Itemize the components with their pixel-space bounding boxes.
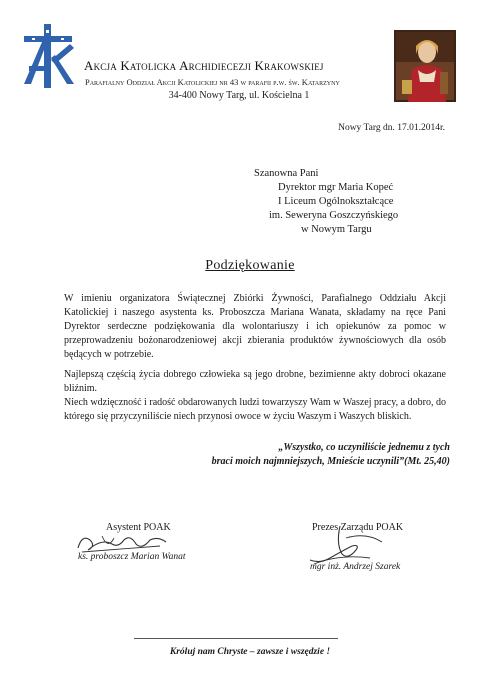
- organization-address: 34-400 Nowy Targ, ul. Kościelna 1: [168, 90, 310, 101]
- bible-quote-line: braci moich najmniejszych, Mnieście uczynili”(Mt. 25,40): [211, 456, 450, 467]
- organization-name: Akcja Katolicka Archidiecezji Krakowskiej: [84, 58, 324, 73]
- footer-divider: [134, 638, 338, 639]
- organization-subtitle: Parafialny Oddział Akcji Katolickiej nr 43 w parafii p.w. św. Katarzyny: [85, 77, 340, 87]
- body-paragraph: W imieniu organizatora Świątecznej Zbiórki Żywności, Parafialnego Oddziału Akcji Katolickiej i naszego asystenta ks. Proboszcza Mariana Wanata, składamy na ręce Pani Dyrektor serdeczne podziękowania dla wolontariuszy i ich opiekunów za pomoc w przeprowadzeniu bożonarodzeniowej akcji zbierania produktów żywnościowych dla osób będących w potrzebie.: [64, 293, 446, 360]
- recipient-salutation: Szanowna Pani: [254, 168, 319, 179]
- bible-quote-line: „Wszystko, co uczyniliście jednemu z tych: [278, 442, 450, 453]
- right-signatory-name: mgr inż. Andrzej Szarek: [310, 562, 401, 572]
- letter-title: Podziękowanie: [205, 258, 295, 273]
- body-paragraph: Niech wdzięczność i radość obdarowanych ludzi towarzyszy Wam w Waszej pracy, a dobro, do którego się przyczyniliście niech przynosi owoce w życiu Waszym i Waszych bliskich.: [64, 397, 446, 422]
- left-signatory-name: ks. proboszcz Marian Wanat: [78, 552, 186, 562]
- left-signatory-title: Asystent POAK: [106, 522, 171, 533]
- footer-motto: Króluj nam Chryste – zawsze i wszędzie !: [169, 647, 331, 657]
- bible-quote: [150, 441, 450, 469]
- recipient-name: Dyrektor mgr Maria Kopeć: [278, 182, 394, 193]
- saint-portrait-icon: [394, 30, 456, 102]
- recipient-city: w Nowym Targu: [301, 224, 372, 235]
- akcja-katolicka-logo-icon: [20, 22, 76, 92]
- recipient-school: I Liceum Ogólnokształcące: [278, 196, 394, 207]
- place-and-date: Nowy Targ dn. 17.01.2014r.: [338, 123, 445, 133]
- right-signatory-title: Prezes Zarządu POAK: [312, 522, 404, 533]
- recipient-school-patron: im. Seweryna Goszczyńskiego: [269, 210, 399, 221]
- body-paragraph: Najlepszą częścią życia dobrego człowieka są jego drobne, bezimienne akty dobroci okazane bliźnim.: [64, 369, 446, 394]
